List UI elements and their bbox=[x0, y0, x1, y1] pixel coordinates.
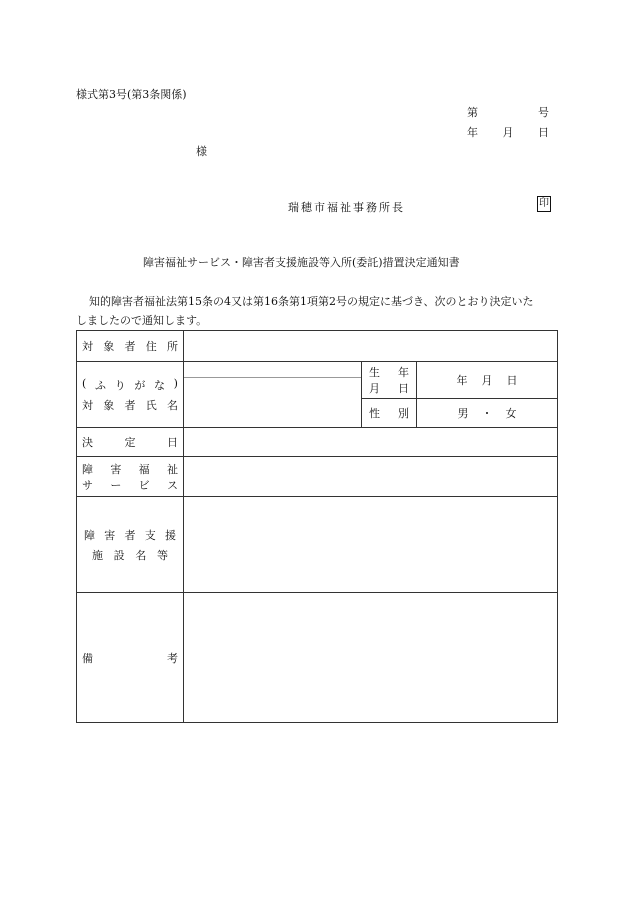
notice-form-table bbox=[76, 330, 558, 723]
address-label: 対 象 者 住 所 bbox=[77, 331, 184, 362]
address-field[interactable] bbox=[184, 331, 558, 362]
doc-number-prefix: 第 bbox=[467, 106, 478, 119]
remarks-field[interactable] bbox=[184, 593, 558, 723]
sex-male[interactable]: 男 bbox=[457, 407, 469, 420]
sex-female[interactable]: 女 bbox=[505, 407, 517, 420]
furigana-field[interactable] bbox=[184, 362, 361, 378]
name-field[interactable] bbox=[184, 362, 362, 428]
birth-date-field[interactable]: 年 月 日 bbox=[417, 362, 558, 399]
facility-field[interactable] bbox=[184, 497, 558, 593]
date-month: 月 bbox=[502, 126, 514, 139]
document-date bbox=[467, 124, 549, 140]
remarks-label: 備 考 bbox=[77, 593, 184, 723]
service-label: 障 害 福 祉 サ ー ビ ス bbox=[77, 457, 184, 497]
sex-label: 性 別 bbox=[362, 399, 417, 428]
decision-date-field[interactable] bbox=[184, 428, 558, 457]
facility-label: 障 害 者 支 援 施 設 名 等 bbox=[77, 497, 184, 593]
sex-field[interactable]: 男 ・ 女 bbox=[417, 399, 558, 428]
decision-date-label: 決 定 日 bbox=[77, 428, 184, 457]
document-title: 障害福祉サービス・障害者支援施設等入所(委託)措置決定通知書 bbox=[143, 256, 460, 269]
date-day: 日 bbox=[538, 126, 549, 139]
service-field[interactable] bbox=[184, 457, 558, 497]
body-text-line-2: しましたので通知します。 bbox=[76, 314, 208, 327]
doc-number-suffix: 号 bbox=[538, 106, 549, 119]
document-number bbox=[467, 104, 549, 120]
name-label: ( ふ り が な ) 対 象 者 氏 名 bbox=[77, 362, 184, 428]
date-year: 年 bbox=[467, 126, 478, 139]
addressee-suffix: 様 bbox=[196, 145, 207, 158]
body-text-line-1: 知的障害者福祉法第15条の4又は第16条第1項第2号の規定に基づき、次のとおり決定いた bbox=[89, 295, 534, 308]
birth-date-label: 生 年 月 日 bbox=[362, 362, 417, 399]
seal-mark: 印 bbox=[537, 196, 551, 212]
form-number: 様式第3号(第3条関係) bbox=[76, 88, 187, 101]
issuer-name: 瑞穂市福祉事務所長 bbox=[288, 201, 405, 214]
